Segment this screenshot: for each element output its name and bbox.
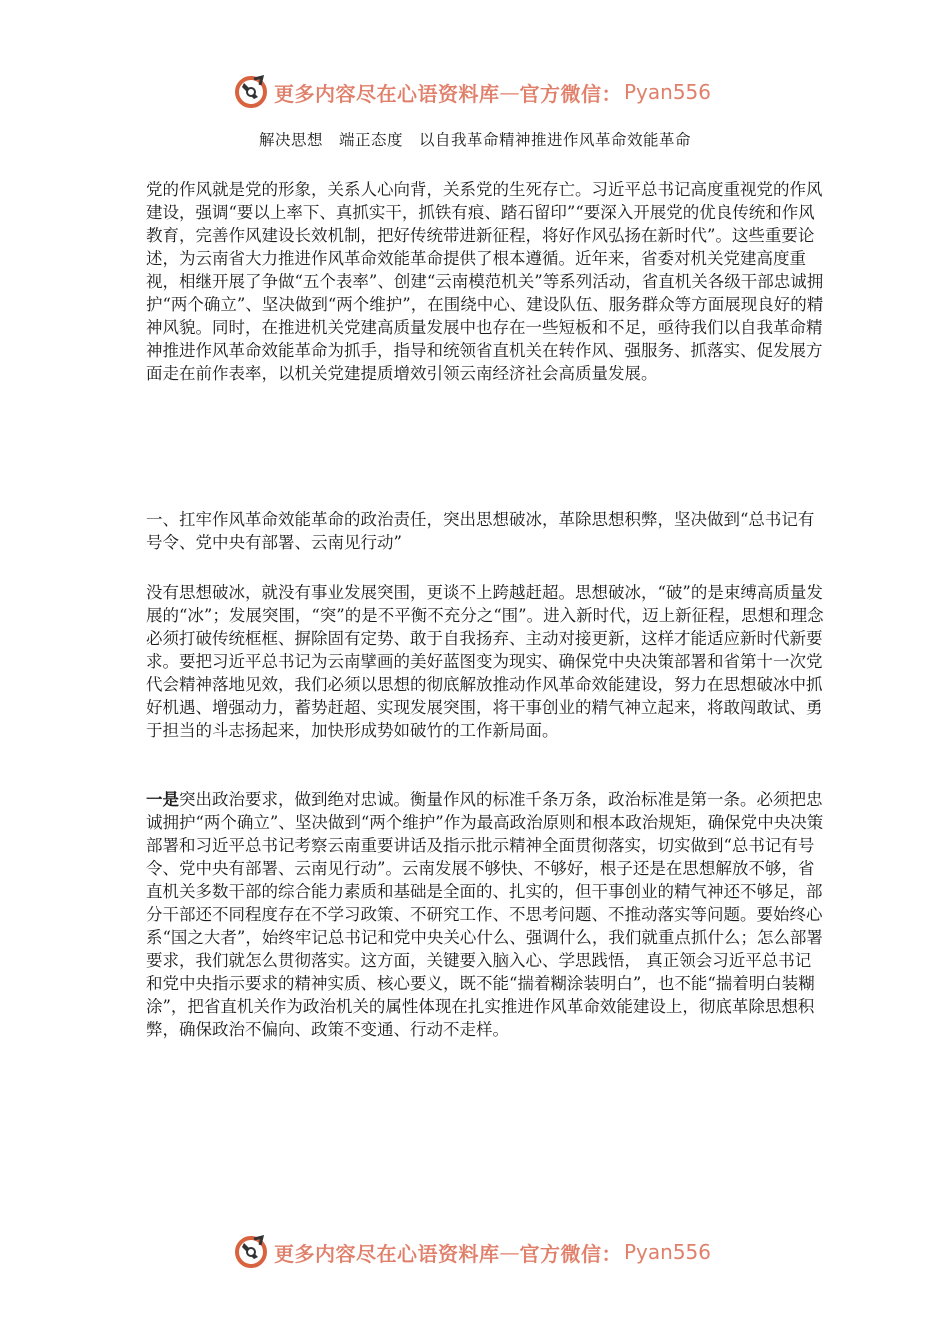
point-1-paragraph [146,788,826,1041]
section-1-heading: 一、扛牢作风革命效能革命的政治责任，突出思想破冰，革除思想积弊，坚决做到“总书记有号令、党中央有部署、云南见行动” [146,510,815,552]
banner-main-text: 更多内容尽在心语资料库 [274,1241,500,1266]
banner-main-text: 更多内容尽在心语资料库 [274,81,500,106]
brand-logo-icon [232,73,270,111]
point-1-lead: 一是 [146,790,179,809]
intro-paragraph: 党的作风就是党的形象，关系人心向背，关系党的生死存亡。习近平总书记高度重视党的作风建设，强调“要以上率下、真抓实干，抓铁有痕、踏石留印”“要深入开展党的优良传统和作风教育，完善作风建设长效机制，把好传统带进新征程，将好作风弘扬在新时代”。这些重要论述，为云南省大力推进作风革命效能革命提供了根本遵循。近年来，省委对机关党建高度重视，相继开展了争做“五个表率”、创建“云南模范机关”等系列活动，省直机关各级干部忠诚拥护“两个确立”、坚决做到“两个维护”，在围绕中心、建设队伍、服务群众等方面展现良好的精神风貌。同时，在推进机关党建高质量发展中也存在一些短板和不足，亟待我们以自我革命精神推进作风革命效能革命为抓手，指导和统领省直机关在转作风、强服务、抓落实、促发展方面走在前作表率，以机关党建提质增效引领云南经济社会高质量发展。 [146,180,824,383]
banner-wechat-handle: Pyan556 [624,1240,712,1264]
banner-separator: — [499,80,520,104]
point-1-body: 突出政治要求，做到绝对忠诚。衡量作风的标准千条万条，政治标准是第一条。必须把忠诚拥护“两个确立”、坚决做到“两个维护”作为最高政治原则和根本政治规矩，确保党中央决策部署和习近平总书记考察云南重要讲话及指示批示精神全面贯彻落实，切实做到“总书记有号令、党中央有部署、云南见行动”。云南发展不够快、不够好，根子还是在思想解放不够，省直机关多数干部的综合能力素质和基础是全面的、扎实的，但干事创业的精气神还不够足，部分干部还不同程度存在不学习政策、不研究工作、不思考问题、不推动落实等问题。要始终心系“国之大者”，始终牢记总书记和党中央关心什么、强调什么，我们就重点抓什么；怎么部署要求，我们就怎么贯彻落实。这方面，关键要入脑入心、学思践悟， 真正领会习近平总书记和党中央指示要求的精神实质、核心要义，既不能“揣着糊涂装明白”，也不能“揣着明白装糊涂”，把省直机关作为政治机关的属性体现在扎实推进作风革命效能建设上，彻底革除思想积弊，确保政治不偏向、政策不变通、行动不走样。 [146,790,824,1039]
document-title: 解决思想 端正态度 以自我革命精神推进作风革命效能革命 [258,131,691,149]
section-1-body: 没有思想破冰，就没有事业发展突围，更谈不上跨越赶超。思想破冰，“破”的是束缚高质量发展的“冰”；发展突围，“突”的是不平衡不充分之“围”。进入新时代，迈上新征程，思想和理念必须打破传统框框、摒除固有定势、敢于自我扬弃、主动对接更新，这样才能适应新时代新要求。要把习近平总书记为云南擘画的美好蓝图变为现实、确保党中央决策部署和省第十一次党代会精神落地见效，我们必须以思想的彻底解放推动作风革命效能建设，努力在思想破冰中抓好机遇、增强动力，蓄势赶超、实现发展突围，将干事创业的精气神立起来，将敢闯敢试、勇于担当的斗志扬起来，加快形成势如破竹的工作新局面。 [146,583,824,740]
banner-wechat-handle: Pyan556 [624,80,712,104]
brand-logo-icon [232,1233,270,1271]
header-banner [232,72,711,112]
banner-suffix-text: 官方微信： [519,1241,622,1266]
banner-separator: — [499,1240,520,1264]
footer-banner [232,1232,711,1272]
banner-suffix-text: 官方微信： [519,81,622,106]
